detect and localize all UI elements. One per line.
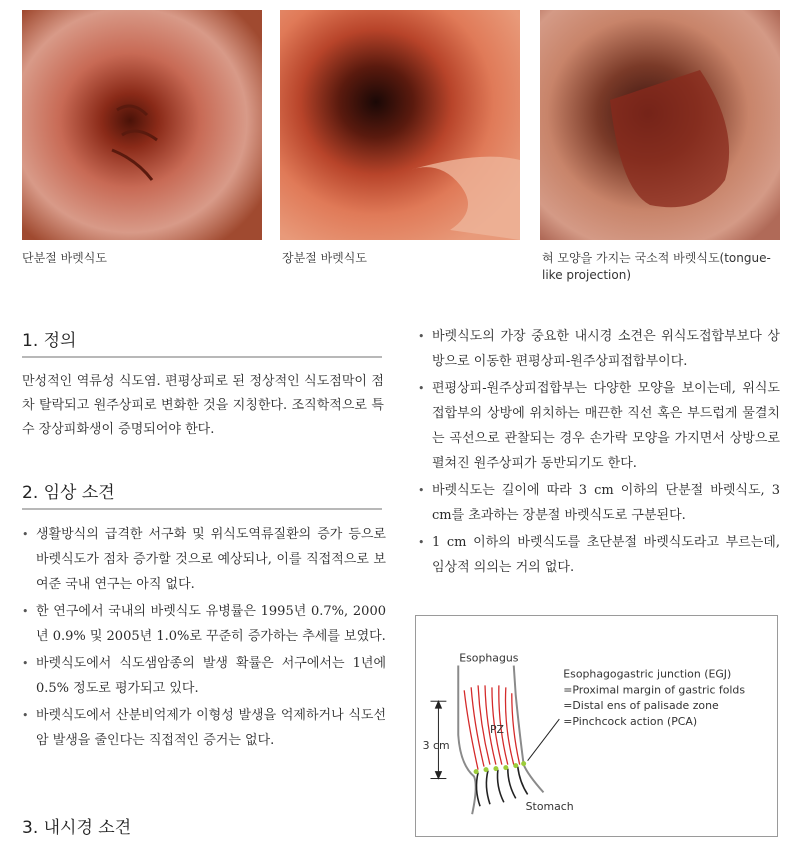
definition-text: 만성적인 역류성 식도염. 편평상피로 된 정상적인 식도점막이 점차 탈락되고 원주상피로 변화한 것을 지칭한다. 조직학적으로 특수 장상피화생이 증명되어야 한다.	[22, 374, 384, 437]
list-item: • 편평상피-원주상피접합부는 다양한 모양을 보이는데, 위식도접합부의 상방에 위치하는 매끈한 직선 혹은 부드럽게 물결치는 곡선으로 관찰되는 경우 손가락 모양을 가지면서 상방으로 펼쳐진 원주상피가 동반되기도 한다.	[418, 376, 780, 476]
egj-diagram	[415, 615, 778, 837]
endoscopy-bullet-list	[418, 324, 780, 582]
list-item: • 생활방식의 급격한 서구화 및 위식도역류질환의 증가 등으로 바렛식도가 점차 증가할 것으로 예상되나, 이를 직접적으로 보여준 국내 연구는 아직 없다.	[22, 522, 386, 597]
list-item: • 바렛식도에서 식도샘암종의 발생 확률은 서구에서는 1년에 0.5% 정도로 평가되고 있다.	[22, 651, 386, 701]
list-item: • 바렛식도는 길이에 따라 3 cm 이하의 단분절 바렛식도, 3 cm를 초과하는 장분절 바렛식도로 구분된다.	[418, 478, 780, 528]
egj-label-line-4: =Pinchcock action (PCA)	[563, 715, 698, 729]
list-item: • 1 cm 이하의 바렛식도를 초단분절 바렛식도라고 부르는데, 임상적 의의는 거의 없다.	[418, 530, 780, 580]
endoscopy-photo-long-segment	[280, 10, 520, 240]
egj-label-line-1: Esophagogastric junction (EGJ)	[563, 667, 732, 681]
esophagus-wall-left	[458, 666, 475, 815]
photo-caption-1: 단분절 바렛식도	[22, 251, 107, 265]
section-title-definition: 1. 정의	[22, 330, 382, 358]
egj-pointer	[528, 719, 560, 761]
esophagus-label: Esophagus	[459, 651, 519, 665]
gastric-folds	[476, 767, 527, 807]
list-item: • 바렛식도의 가장 중요한 내시경 소견은 위식도접합부보다 상방으로 이동한 편평상피-원주상피접합부이다.	[418, 324, 780, 374]
section-title-endoscopy: 3. 내시경 소견	[22, 818, 132, 838]
photo-caption-3: 혀 모양을 가지는 국소적 바렛식도(tongue-like projection)	[542, 251, 771, 282]
length-label: 3 cm	[422, 738, 450, 752]
stomach-label: Stomach	[525, 800, 574, 814]
photo-caption-2: 장분절 바렛식도	[282, 251, 367, 265]
section-title-clinical: 2. 임상 소견	[22, 482, 382, 510]
egj-label-line-2: =Proximal margin of gastric folds	[563, 683, 746, 697]
list-item: • 바렛식도에서 산분비억제가 이형성 발생을 억제하거나 식도선암 발생을 줄인다는 직접적인 증거는 없다.	[22, 703, 386, 753]
list-item: • 한 연구에서 국내의 바렛식도 유병률은 1995년 0.7%, 2000년 0.9% 및 2005년 1.0%로 꾸준히 증가하는 추세를 보였다.	[22, 599, 386, 649]
endoscopy-photo-tongue-like	[540, 10, 780, 240]
pz-label: PZ	[489, 722, 504, 736]
egj-label-line-3: =Distal ens of palisade zone	[563, 699, 719, 713]
clinical-bullet-list	[22, 522, 386, 755]
endoscopy-photo-short-segment	[22, 10, 262, 240]
